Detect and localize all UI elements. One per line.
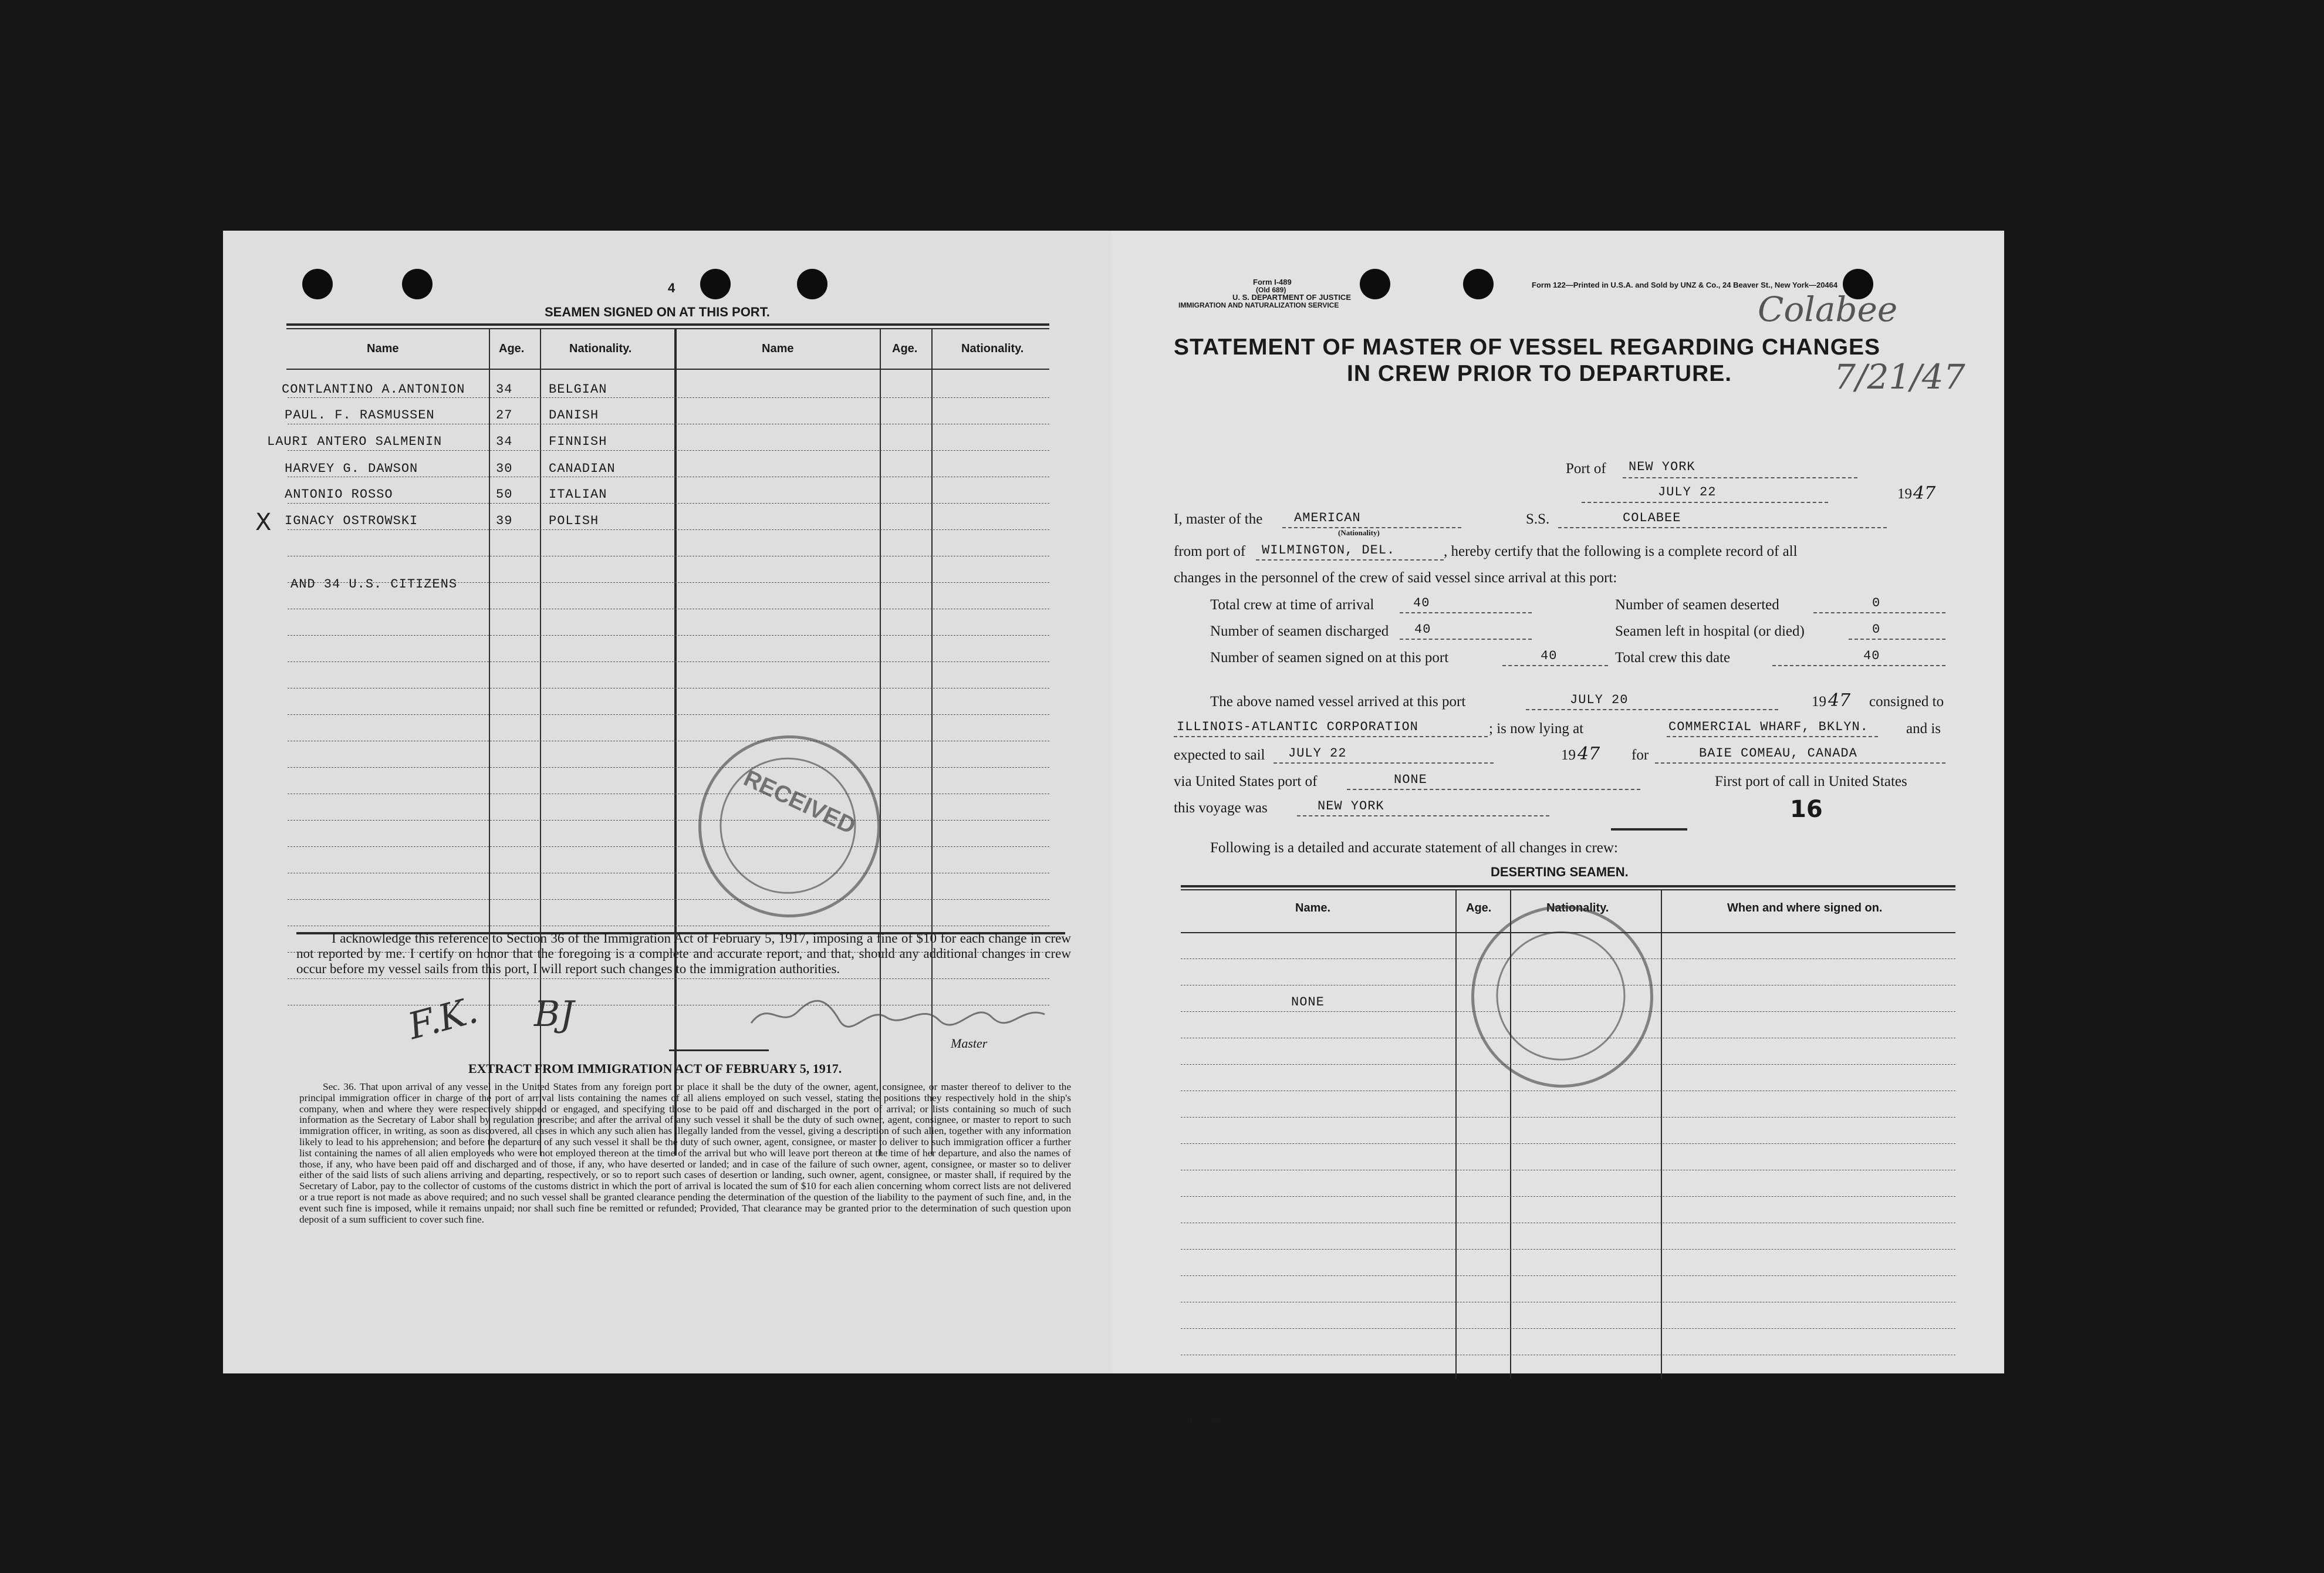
expected-label: expected to sail: [1174, 747, 1265, 763]
table-rule: [288, 529, 1049, 530]
desert-col-age: Age.: [1466, 902, 1492, 914]
vessel-value: COLABEE: [1623, 511, 1681, 525]
seaman-name: HARVEY G. DAWSON: [285, 461, 418, 476]
nationality-caption: (Nationality): [1338, 528, 1380, 537]
lying-value: COMMERCIAL WHARF, BKLYN.: [1668, 720, 1869, 734]
col-header-age: Age.: [499, 342, 525, 355]
seaman-age: 50: [496, 487, 513, 502]
extract-text: Sec. 36. That upon arrival of any vessel in the United States from any foreign port or place it shall be the duty of the owner, agent, consignee, or master thereof to deliver to the principal immigration officer in charge of the port of arrival lists containing the names of all aliens employed on such vessel, stating the positions they respectively hold in the ship's company, when and where they were respectively shipped or engaged, and specifying those to be paid off and discharged in the port of arrival; or lists containing so much of such information as the Secretary of Labor shall by regulation prescribe; and after the arrival of any such vessel it shall be the duty of such owner, agent, consignee, or master to report to such immigration officer, in writing, as soon as discovered, all cases in which any such alien has illegally landed from the vessel, giving a description of such alien, together with any information likely to lead to his apprehension; and before the departure of any such vessel it shall be the duty of such owner, agent, consignee, or master to deliver to such immigration officer a further list containing the names of all alien employees who were not employed thereon at the time of the arrival but who will leave port thereon at the time of her departure, and also the names of those, if any, who have been paid off and discharged and of those, if any, who have deserted or landed; and in case of the failure of such owner, agent, consignee, or master so to deliver either of the said lists of such aliens arriving and departing, respectively, or so to report such cases of desertion or landing, such owner, agent, consignee, or master shall, if required by the Secretary of Labor, pay to the collector of customs of the customs district in which the port of arrival is located the sum of $10 for each alien concerning whom correct lists are not delivered or a true report is not made as above required; and no such vessel shall be granted clearance pending the determination of the question of the liability to the payment of such fine, and, in the event such fine is imposed, while it remains unpaid; nor shall such fine be remitted or refunded; Provided, That clearance may be granted prior to the determination of such question upon deposit of a sum sufficient to cover such fine.: [299, 1081, 1071, 1225]
extract-title: EXTRACT FROM IMMIGRATION ACT OF FEBRUARY 5, 1917.: [468, 1061, 842, 1076]
punch-hole: [1463, 269, 1494, 299]
stamp-received-text: RECEIVED: [739, 765, 860, 839]
seaman-name: LAURI ANTERO SALMENIN: [267, 434, 442, 449]
handwritten-number: 16: [1790, 796, 1823, 823]
department: U. S. DEPARTMENT OF JUSTICE: [1232, 293, 1351, 302]
punch-hole: [797, 269, 827, 299]
via-value: NONE: [1394, 772, 1427, 787]
desert-none-value: NONE: [1291, 995, 1325, 1010]
stat-value: 40: [1414, 622, 1431, 637]
left-page: [223, 231, 1112, 1373]
arrived-label: The above named vessel arrived at this port: [1210, 694, 1466, 710]
table-rule: [1181, 1275, 1955, 1276]
lying-label: ; is now lying at: [1489, 721, 1584, 737]
stat-label: Total crew this date: [1615, 650, 1731, 666]
nationality-value: AMERICAN: [1294, 511, 1361, 525]
table-rule: [288, 397, 1049, 398]
seaman-age: 34: [496, 434, 513, 449]
seaman-name: CONTLANTINO A.ANTONION: [282, 382, 465, 397]
table-rule: [288, 714, 1049, 715]
year-suffix: 47: [1913, 483, 1936, 504]
stat-label: Number of seamen discharged: [1210, 623, 1389, 639]
col-header-nationality-2: Nationality.: [961, 342, 1024, 355]
service: IMMIGRATION AND NATURALIZATION SERVICE: [1178, 301, 1339, 309]
handwritten-vessel: Colabee: [1758, 289, 1898, 329]
table-rule: [288, 503, 1049, 504]
date-stamp: [1448, 882, 1677, 1112]
punch-hole: [1360, 269, 1390, 299]
table-rule: [288, 661, 1049, 662]
stat-label: Seamen left in hospital (or died): [1615, 623, 1805, 639]
from-port-value: WILMINGTON, DEL.: [1262, 543, 1396, 558]
received-stamp: [673, 710, 906, 943]
certify-text: , hereby certify that the following is a complete record of all: [1444, 544, 1798, 559]
table-rule: [1181, 1143, 1955, 1144]
punch-hole: [402, 269, 433, 299]
stat-label: Total crew at time of arrival: [1210, 597, 1374, 613]
stat-value: 40: [1541, 649, 1558, 663]
right-page: [1112, 231, 2004, 1426]
first-port-label: First port of call in United States: [1715, 774, 1907, 789]
desert-col-name: Name.: [1295, 902, 1331, 914]
following-text: Following is a detailed and accurate statement of all changes in crew:: [1210, 840, 1618, 856]
seaman-nationality: FINNISH: [549, 434, 607, 449]
deserting-title: DESERTING SEAMEN.: [1491, 865, 1629, 879]
col-header-age-2: Age.: [892, 342, 918, 355]
row-mark: X: [255, 509, 272, 536]
stat-value: 0: [1872, 622, 1881, 637]
port-of-value: NEW YORK: [1629, 460, 1695, 474]
and-is-label: and is: [1906, 721, 1941, 737]
desert-col-signed-on: When and where signed on.: [1727, 902, 1883, 914]
seaman-age: 34: [496, 382, 513, 397]
date-value: JULY 22: [1658, 485, 1717, 499]
seaman-nationality: DANISH: [549, 408, 599, 423]
stat-label: Number of seamen signed on at this port: [1210, 650, 1449, 666]
voyage-value: NEW YORK: [1318, 799, 1384, 813]
initials-signature: F.K.: [403, 988, 482, 1048]
master-signature: [745, 988, 1050, 1041]
table-rule: [288, 978, 1049, 979]
seaman-age: 39: [496, 514, 513, 528]
table-rule: [288, 820, 1049, 821]
voyage-label: this voyage was: [1174, 800, 1268, 816]
form-old: (Old 689): [1256, 286, 1286, 294]
year-prefix-2: 19: [1812, 694, 1826, 710]
seaman-summary: AND 34 U.S. CITIZENS: [290, 577, 458, 592]
stat-value: 0: [1872, 596, 1881, 610]
year-suffix-2: 47: [1828, 690, 1851, 711]
ss-label: S.S.: [1526, 511, 1550, 527]
stat-label: Number of seamen deserted: [1615, 597, 1779, 613]
seaman-nationality: CANADIAN: [549, 461, 616, 476]
table-rule: [1181, 1196, 1955, 1197]
consigned-label: consigned to: [1869, 694, 1944, 710]
seaman-nationality: BELGIAN: [549, 382, 607, 397]
year-suffix-3: 47: [1578, 744, 1600, 764]
seaman-name: ANTONIO ROSSO: [285, 487, 393, 502]
arrived-value: JULY 20: [1570, 693, 1629, 707]
consignee-value: ILLINOIS-ATLANTIC CORPORATION: [1177, 720, 1418, 734]
table-rule: [1181, 1249, 1955, 1250]
page-number: 4: [668, 281, 675, 295]
seaman-age: 30: [496, 461, 513, 476]
col-header-name-2: Name: [762, 342, 794, 355]
table-rule: [288, 846, 1049, 847]
seaman-name: PAUL. F. RASMUSSEN: [285, 408, 435, 423]
expected-value: JULY 22: [1288, 746, 1347, 761]
table-rule: [288, 450, 1049, 451]
changes-text: changes in the personnel of the crew of said vessel since arrival at this port:: [1174, 570, 1617, 586]
table-rule: [288, 899, 1049, 900]
for-label: for: [1631, 747, 1649, 763]
initials-signature-2: BJ: [534, 994, 575, 1035]
table-rule: [288, 635, 1049, 636]
master-of-label: I, master of the: [1174, 511, 1263, 527]
table-rule: [1181, 1117, 1955, 1118]
port-of-label: Port of: [1566, 461, 1606, 477]
stat-value: 40: [1413, 596, 1430, 610]
destination-value: BAIE COMEAU, CANADA: [1699, 746, 1857, 761]
from-port-label: from port of: [1174, 544, 1246, 559]
section-title: SEAMEN SIGNED ON AT THIS PORT.: [545, 305, 770, 319]
punch-hole: [700, 269, 731, 299]
table-rule: [288, 767, 1049, 768]
year-prefix-3: 19: [1561, 747, 1576, 763]
form-title-line2: IN CREW PRIOR TO DEPARTURE.: [1347, 361, 1732, 386]
master-label: Master: [951, 1036, 988, 1051]
seaman-nationality: POLISH: [549, 514, 599, 528]
punch-hole: [302, 269, 333, 299]
footer-code: 16—17387: [1185, 1416, 1226, 1426]
handwritten-date: 7/21/47: [1834, 357, 1965, 397]
desert-col-nationality: Nationality.: [1546, 902, 1609, 914]
acknowledgement-text: I acknowledge this reference to Section 36 of the Immigration Act of February 5, 1917, imposing a fine of $10 for each change in crew not reported by me. I certify on honor that the foregoing is a complete and accurate report, and that, should any additional changes in crew occur before my vessel sails from this port, I will report such changes to the immigration authorities.: [296, 931, 1071, 976]
via-label: via United States port of: [1174, 774, 1318, 789]
table-rule: [1181, 1328, 1955, 1329]
seaman-age: 27: [496, 408, 513, 423]
form-id: Form I-489: [1253, 278, 1292, 286]
col-header-name: Name: [367, 342, 399, 355]
seaman-nationality: ITALIAN: [549, 487, 607, 502]
form-title-line1: STATEMENT OF MASTER OF VESSEL REGARDING CHANGES: [1174, 335, 1881, 360]
seaman-name: IGNACY OSTROWSKI: [285, 514, 418, 528]
printer-line: Form 122—Printed in U.S.A. and Sold by UNZ & Co., 24 Beaver St., New York—20464: [1532, 281, 1838, 289]
stat-value: 40: [1863, 649, 1880, 663]
year-prefix: 19: [1897, 486, 1912, 502]
col-header-nationality: Nationality.: [569, 342, 632, 355]
